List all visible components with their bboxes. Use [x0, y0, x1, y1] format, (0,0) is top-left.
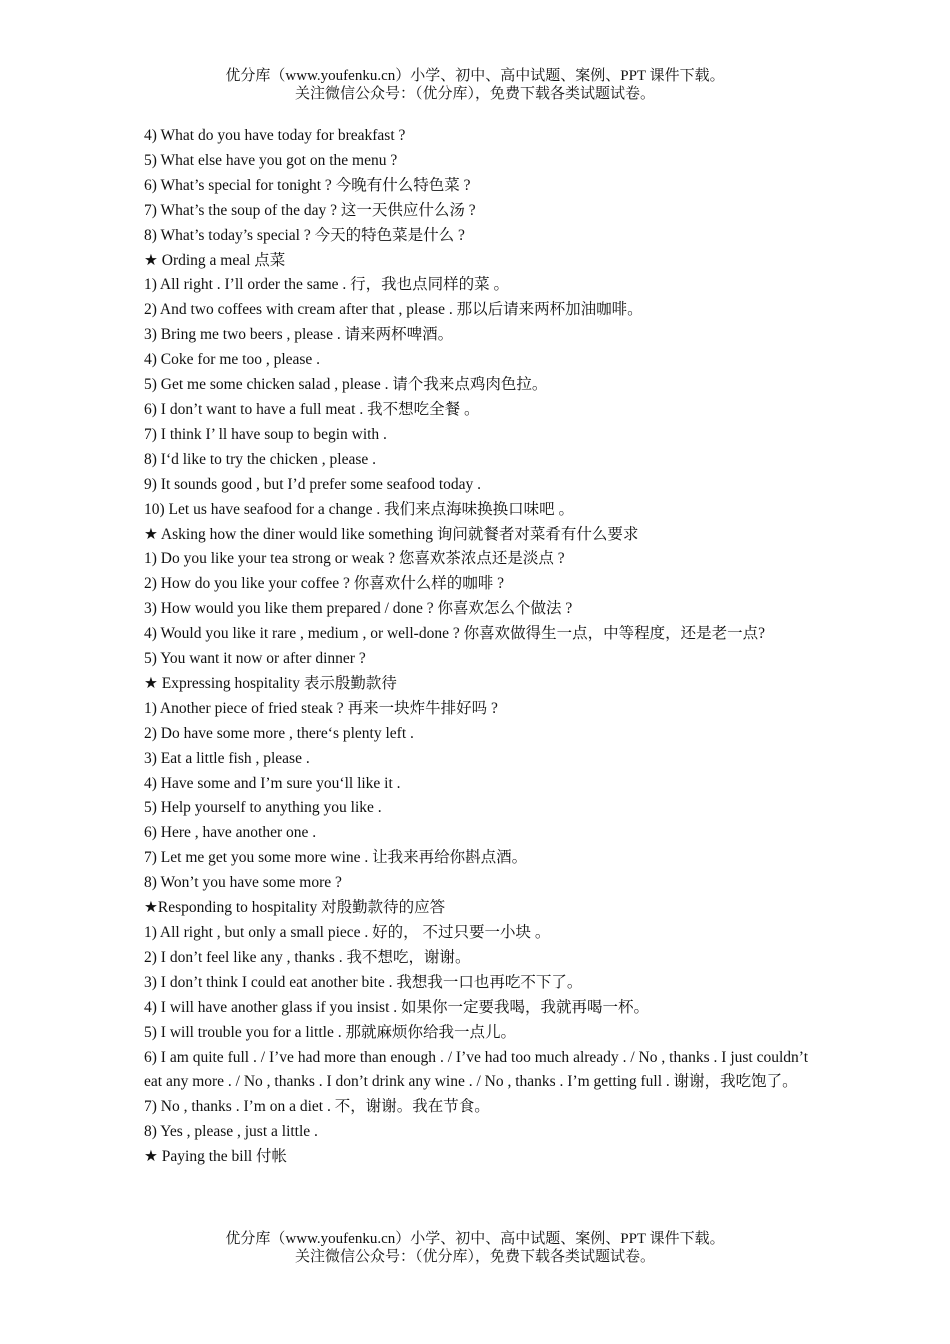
text-line: 4) What do you have today for breakfast ?	[144, 127, 406, 144]
text-line: 5) I will trouble you for a little . 那就麻烦你给我一点儿。	[144, 1023, 516, 1041]
text-line: 6) I am quite full . / I’ve had more than enough . / I’ve had too much already . / No , thanks . I just couldn’t eat any more . / No , thanks . I don’t drink any wine . / No , thanks . I’m getting full . 谢谢，我吃饱了。	[144, 1048, 808, 1091]
text-line: 3) I don’t think I could eat another bite . 我想我一口也再吃不下了。	[144, 973, 583, 991]
text-line: 8) Won’t you have some more ?	[144, 874, 342, 892]
text-line: 3) How would you like them prepared / done ? 你喜欢怎么个做法 ?	[144, 600, 573, 618]
text-line: 4) Coke for me too , please .	[144, 351, 321, 369]
text-line: 1) All right , but only a small piece . 好的， 不过只要一小块 。	[144, 924, 551, 941]
text-line: 7) I think I’ ll have soup to begin with .	[144, 425, 387, 443]
text-line: 1) Do you like your tea strong or weak ? 您喜欢茶浓点还是淡点 ?	[144, 550, 565, 568]
page-header	[0, 67, 950, 103]
text-line: 10) Let us have seafood for a change . 我们来点海味换换口味吧 。	[144, 500, 575, 518]
page-footer	[0, 1230, 950, 1266]
text-line: 5) You want it now or after dinner ?	[144, 650, 366, 668]
text-line: 4) Have some and I’m sure you‘ll like it .	[144, 774, 401, 792]
text-line: 4) I will have another glass if you insist . 如果你一定要我喝，我就再喝一杯。	[144, 998, 649, 1016]
text-line: 7) Let me get you some more wine . 让我来再给你斟点酒。	[144, 849, 528, 867]
section-heading: ★Responding to hospitality 对殷勤款待的应答	[144, 899, 446, 917]
footer-line-1: 优分库（www.youfenku.cn）小学、初中、高中试题、案例、PPT 课件下载。	[225, 1231, 725, 1247]
text-line: 8) What’s today’s special ? 今天的特色菜是什么 ?	[144, 226, 465, 244]
text-line: 6) I don’t want to have a full meat . 我不想吃全餐 。	[144, 400, 480, 418]
document-body	[144, 124, 808, 1170]
text-line: 5) Get me some chicken salad , please . 请个我来点鸡肉色拉。	[144, 376, 548, 394]
header-line-1: 优分库（www.youfenku.cn）小学、初中、高中试题、案例、PPT 课件下载。	[225, 68, 725, 84]
text-line: 6) What’s special for tonight ? 今晚有什么特色菜 ?	[144, 176, 471, 194]
text-line: 2) And two coffees with cream after that , please . 那以后请来两杯加油咖啡。	[144, 301, 643, 319]
section-heading: ★ Paying the bill 付帐	[144, 1148, 288, 1166]
text-line: 5) Help yourself to anything you like .	[144, 799, 382, 817]
text-line: 3) Eat a little fish , please .	[144, 749, 310, 767]
header-line-2: 关注微信公众号：（优分库），免费下载各类试题试卷。	[294, 86, 655, 102]
text-line: 1) All right . I’ll order the same . 行，我也点同样的菜 。	[144, 276, 510, 294]
section-heading: ★ Asking how the diner would like something 询问就餐者对菜肴有什么要求	[144, 525, 639, 543]
text-line: 8) I‘d like to try the chicken , please .	[144, 450, 376, 468]
text-line: 7) No , thanks . I’m on a diet . 不，谢谢。我在节食。	[144, 1098, 490, 1116]
text-line: 9) It sounds good , but I’d prefer some seafood today .	[144, 475, 482, 493]
section-heading: ★ Expressing hospitality 表示殷勤款待	[144, 674, 397, 692]
text-line: 5) What else have you got on the menu ?	[144, 151, 398, 169]
text-line: 3) Bring me two beers , please . 请来两杯啤酒。	[144, 326, 454, 344]
text-line: 6) Here , have another one .	[144, 824, 317, 842]
footer-line-2: 关注微信公众号：（优分库），免费下载各类试题试卷。	[294, 1249, 655, 1265]
text-line: 1) Another piece of fried steak ? 再来一块炸牛排好吗 ?	[144, 699, 498, 717]
text-line: 4) Would you like it rare , medium , or well-done ? 你喜欢做得生一点，中等程度，还是老一点?	[144, 625, 765, 643]
text-line: 8) Yes , please , just a little .	[144, 1123, 318, 1141]
text-line: 2) I don’t feel like any , thanks . 我不想吃，谢谢。	[144, 948, 471, 966]
section-heading: ★ Ording a meal 点菜	[144, 251, 286, 269]
text-line: 2) Do have some more , there‘s plenty left .	[144, 724, 414, 742]
text-line: 7) What’s the soup of the day ? 这一天供应什么汤 ?	[144, 201, 476, 219]
text-line: 2) How do you like your coffee ? 你喜欢什么样的咖啡 ?	[144, 575, 505, 593]
